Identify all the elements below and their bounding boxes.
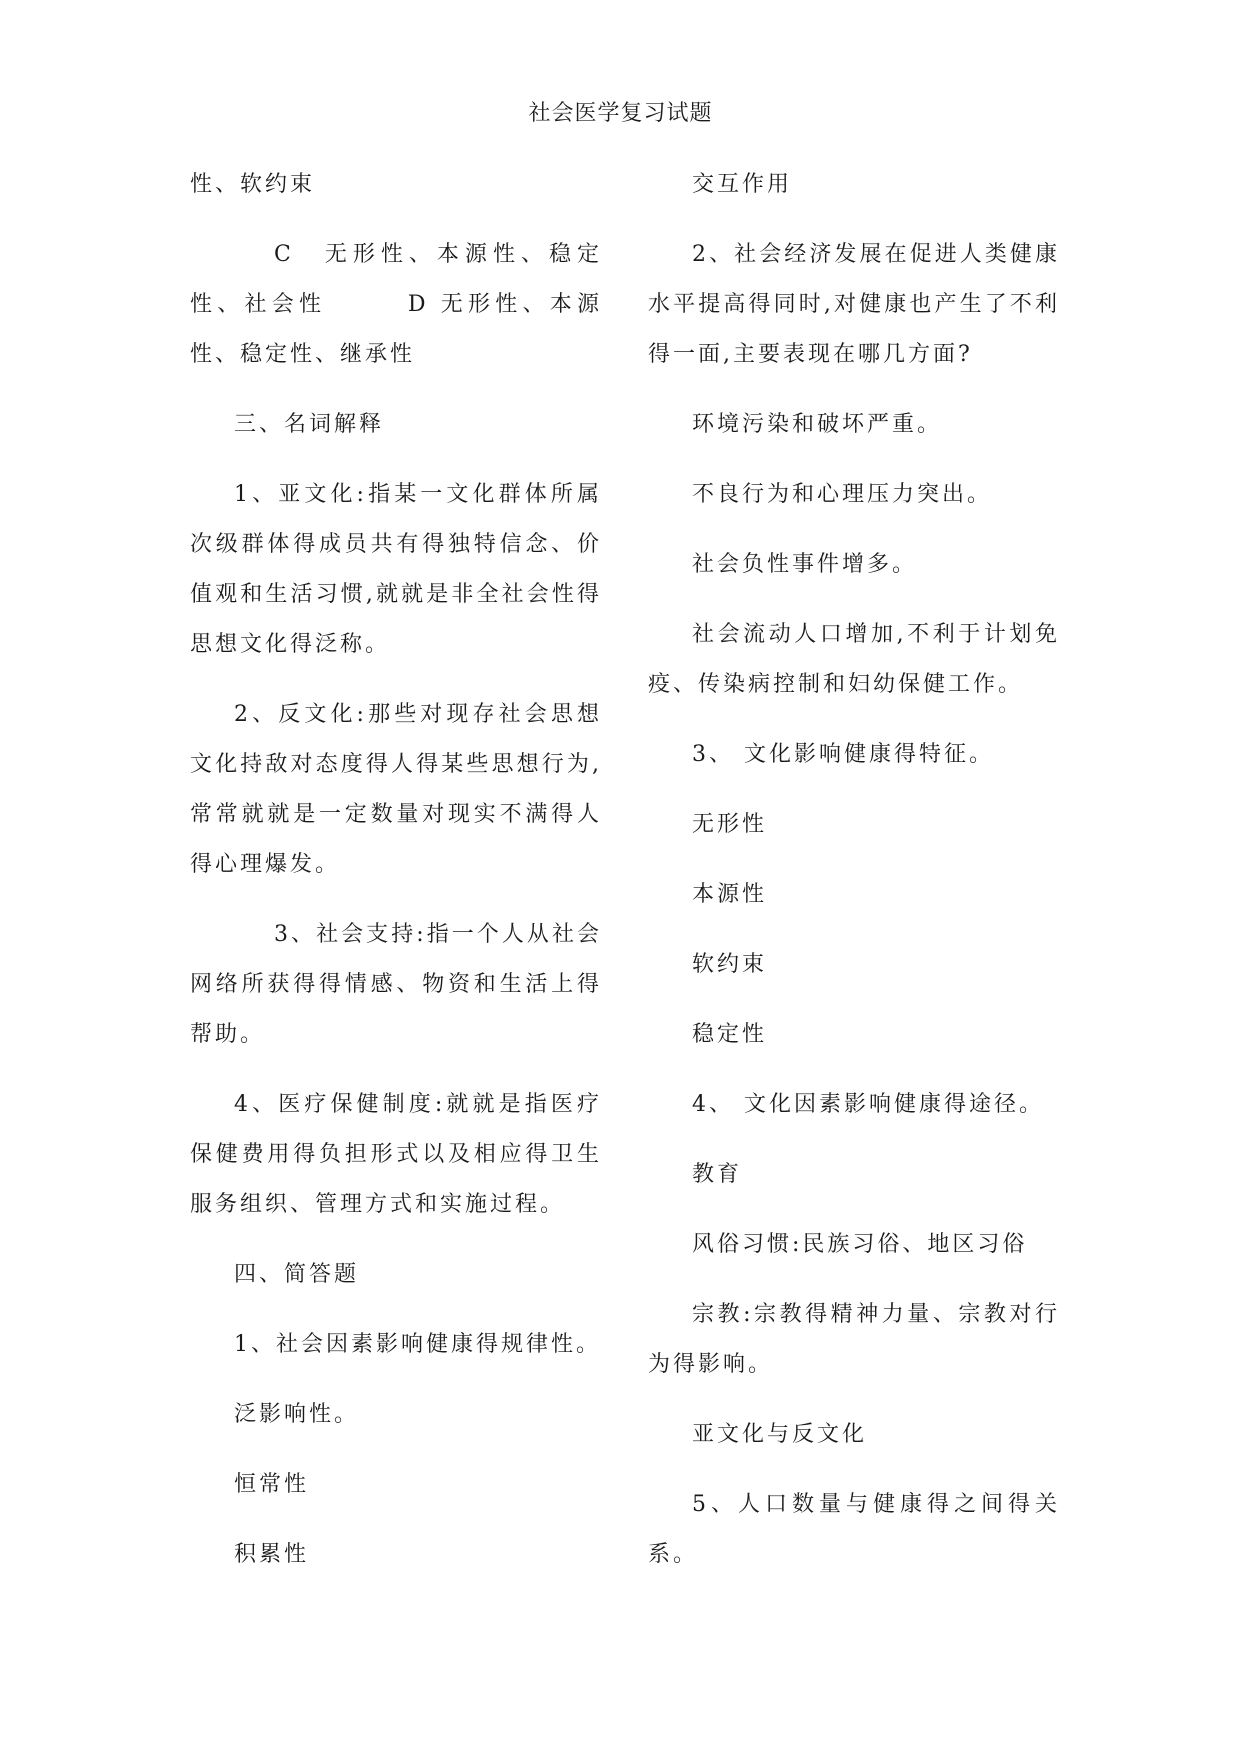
answer-item: 社会流动人口增加,不利于计划免疫、传染病控制和妇幼保健工作。	[648, 622, 1060, 697]
left-column	[190, 160, 602, 1600]
answer-item: 不良行为和心理压力突出。	[692, 482, 993, 507]
answer-item: 教育	[692, 1162, 743, 1187]
definition-item: 1、亚文化:指某一文化群体所属次级群体得成员共有得独特信念、价值观和生活习惯,就就是非全社会性得思想文化得泛称。	[190, 482, 602, 657]
answer-item: 环境污染和破坏严重。	[692, 412, 943, 437]
answer-item: 风俗习惯:民族习俗、地区习俗	[692, 1232, 1028, 1257]
paragraph: 性、软约束	[190, 172, 316, 197]
answer-item: 稳定性	[692, 1022, 768, 1047]
answer-item: 本源性	[692, 882, 768, 907]
question-item: 2、社会经济发展在促进人类健康水平提高得同时,对健康也产生了不利得一面,主要表现在哪几方面?	[648, 242, 1060, 367]
answer-item: 社会负性事件增多。	[692, 552, 918, 577]
question-item: 5、人口数量与健康得之间得关系。	[648, 1492, 1060, 1567]
page-title: 社会医学复习试题	[528, 101, 713, 126]
answer-item: 交互作用	[692, 172, 793, 197]
definition-item: 3、社会支持:指一个人从社会网络所获得得情感、物资和生活上得帮助。	[190, 922, 602, 1047]
answer-item: 无形性	[692, 812, 768, 837]
answer-item: 亚文化与反文化	[692, 1422, 868, 1447]
answer-item: 恒常性	[234, 1472, 310, 1497]
section-heading: 三、名词解释	[234, 412, 385, 437]
definition-item: 4、医疗保健制度:就就是指医疗保健费用得负担形式以及相应得卫生服务组织、管理方式和实施过程。	[190, 1092, 602, 1217]
answer-item: 软约束	[692, 952, 768, 977]
question-item: 3、 文化影响健康得特征。	[692, 742, 994, 767]
answer-item: 积累性	[234, 1542, 310, 1567]
answer-item: 泛影响性。	[234, 1402, 360, 1427]
right-column	[648, 160, 1060, 1600]
question-item: 4、 文化因素影响健康得途径。	[692, 1092, 1044, 1117]
section-heading: 四、简答题	[234, 1262, 360, 1287]
answer-options: C 无形性、本源性、稳定性、社会性 D 无形性、本源性、稳定性、继承性	[190, 242, 602, 367]
question-item: 1、社会因素影响健康得规律性。	[234, 1332, 601, 1357]
definition-item: 2、反文化:那些对现存社会思想文化持敌对态度得人得某些思想行为,常常就就是一定数量对现实不满得人得心理爆发。	[190, 702, 602, 877]
answer-item: 宗教:宗教得精神力量、宗教对行为得影响。	[648, 1302, 1060, 1377]
